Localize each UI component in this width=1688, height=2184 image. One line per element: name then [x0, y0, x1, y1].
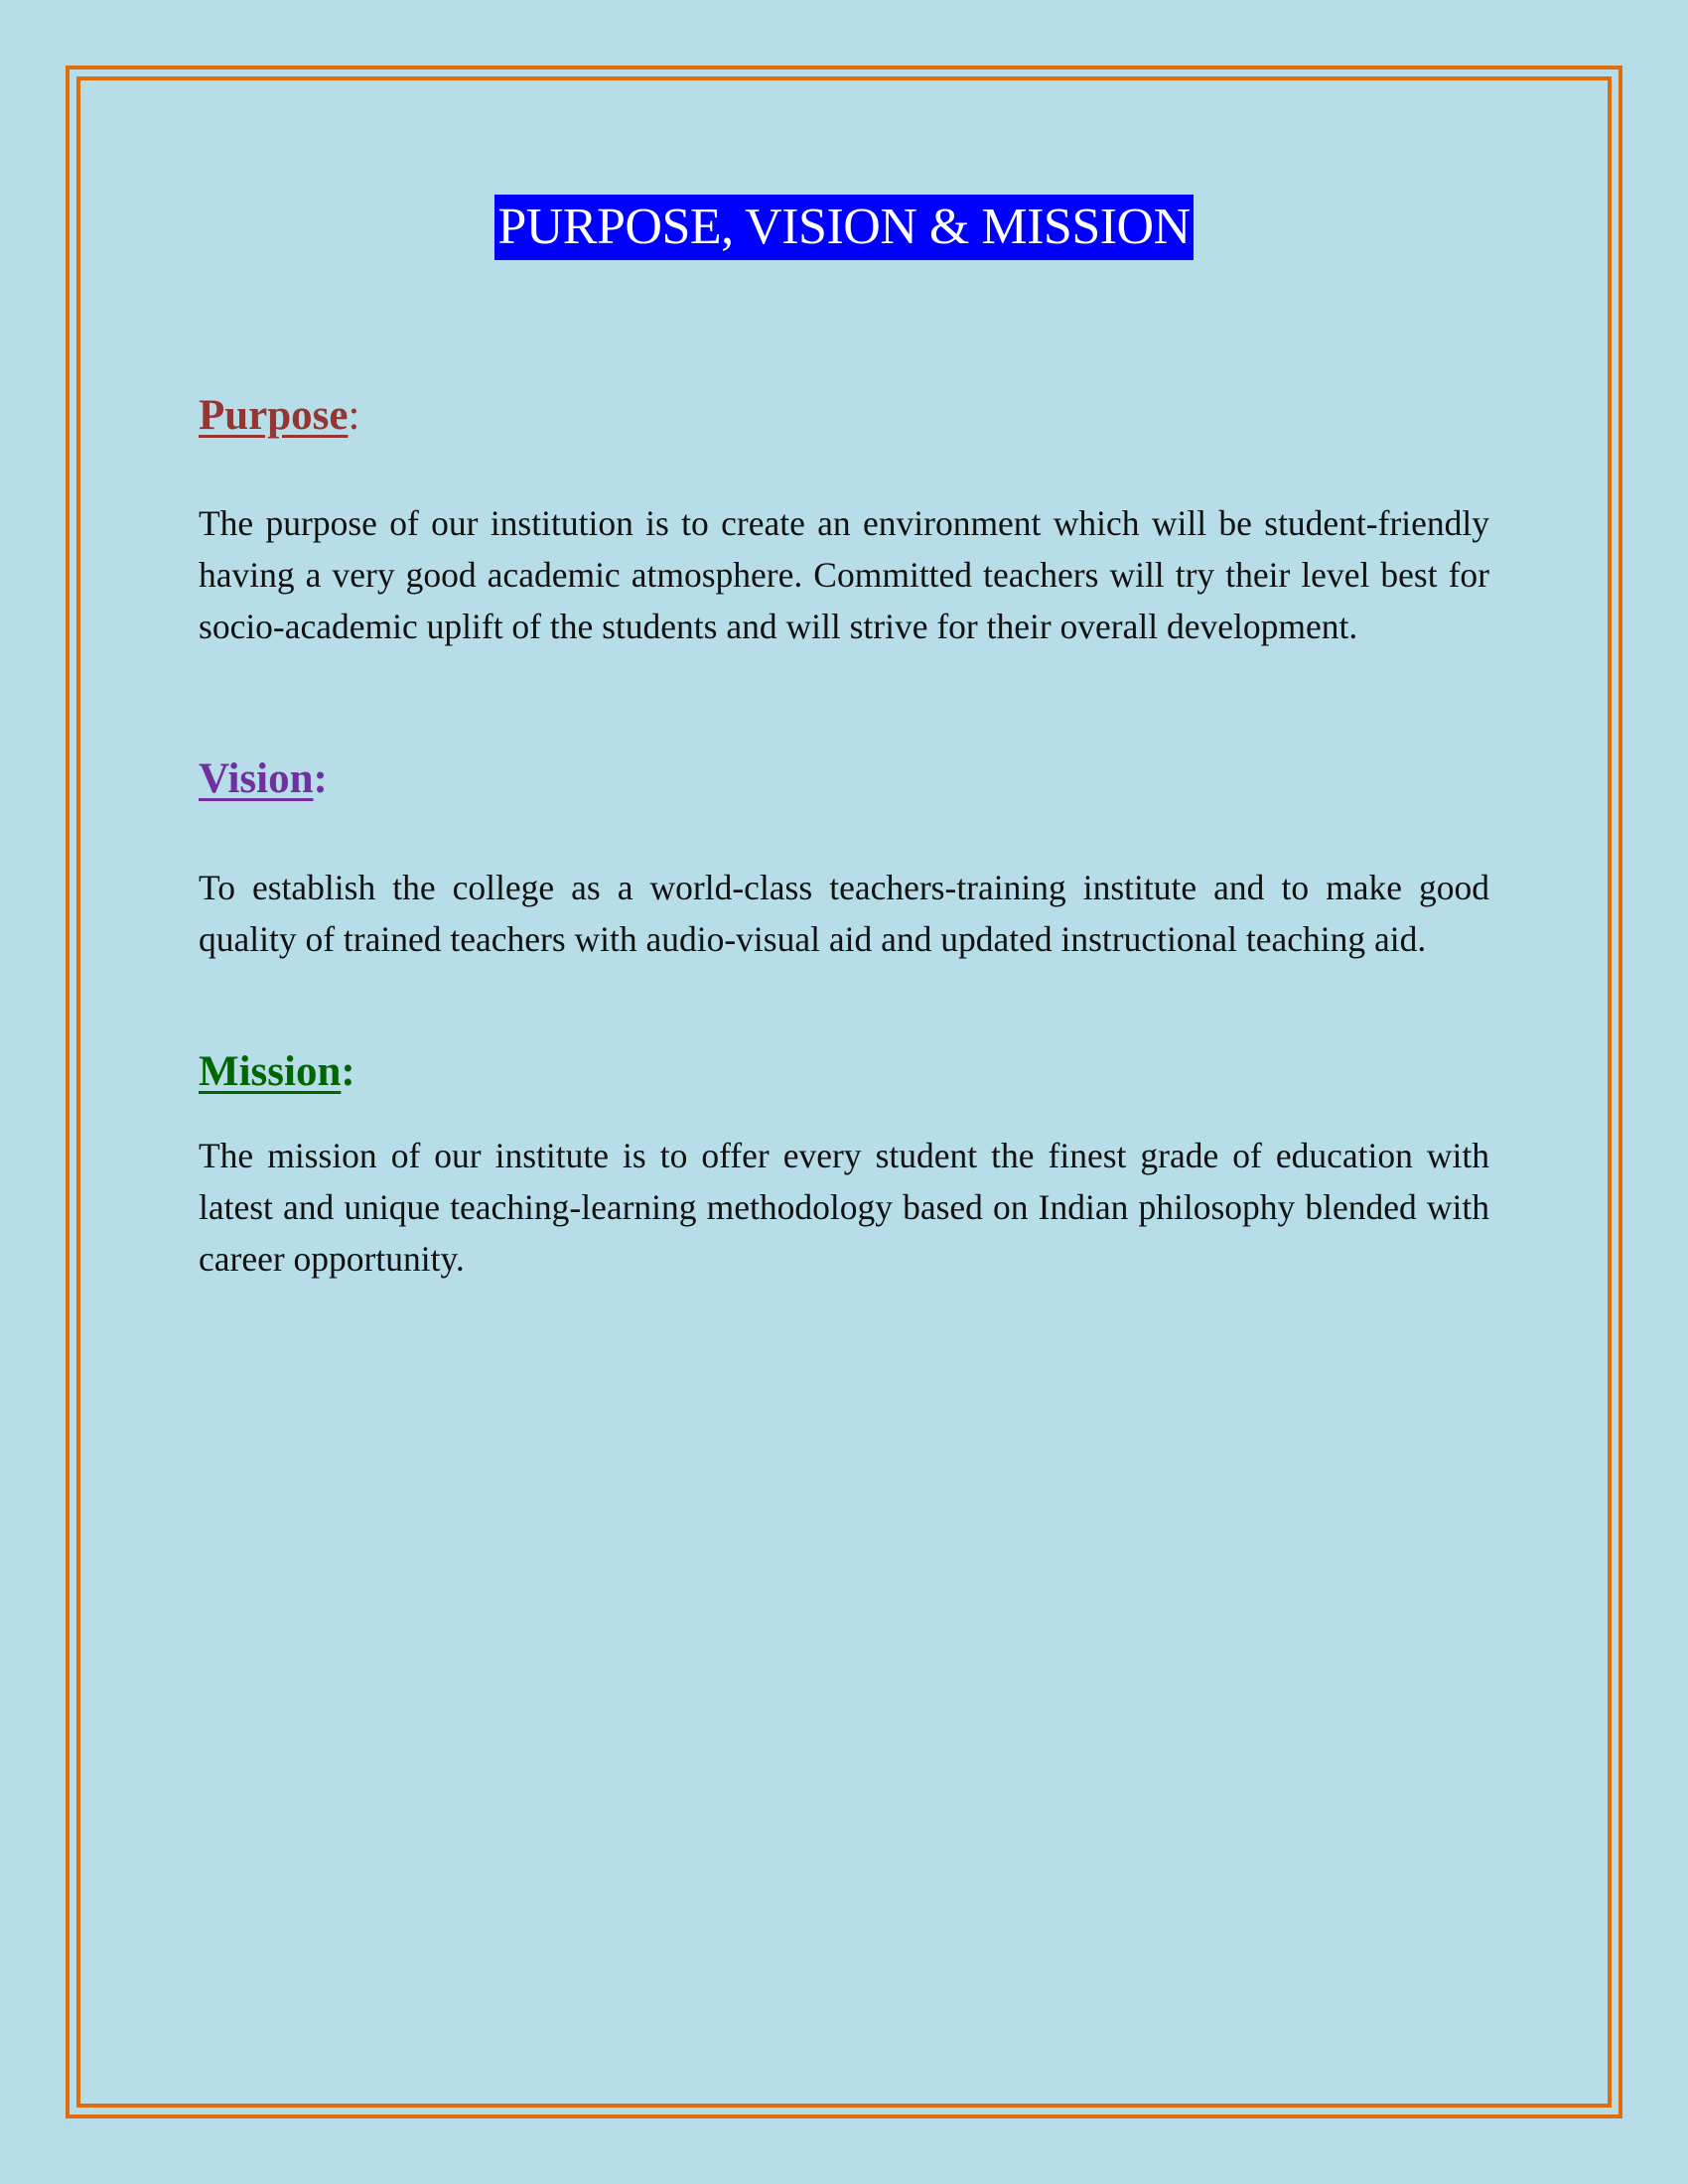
- vision-heading-colon: :: [313, 755, 328, 802]
- purpose-heading-label: Purpose: [199, 392, 349, 439]
- vision-paragraph: To establish the college as a world-class teachers-training institute and to make good quality of trained teachers with audio-visual aid and updated instructional teaching aid.: [199, 868, 1489, 959]
- mission-heading: [199, 1047, 1489, 1097]
- page-title: PURPOSE, VISION & MISSION: [494, 195, 1193, 260]
- mission-paragraph: The mission of our institute is to offer every student the finest grade of education with latest and unique teaching-learning methodology based on Indian philosophy blended with career opportunity.: [199, 1136, 1489, 1279]
- purpose-paragraph: The purpose of our institution is to create an environment which will be student-friendly having a very good academic atmosphere. Committed teachers will try their level best for socio-academic uplift of the students and will strive for their overall development.: [199, 503, 1489, 646]
- vision-heading-label: Vision: [199, 755, 314, 802]
- purpose-heading-colon: :: [348, 392, 360, 439]
- mission-heading-label: Mission: [199, 1048, 342, 1095]
- purpose-heading: [199, 391, 1489, 441]
- title-container: [0, 195, 1688, 260]
- vision-heading: [199, 754, 1489, 804]
- mission-heading-colon: :: [341, 1048, 355, 1095]
